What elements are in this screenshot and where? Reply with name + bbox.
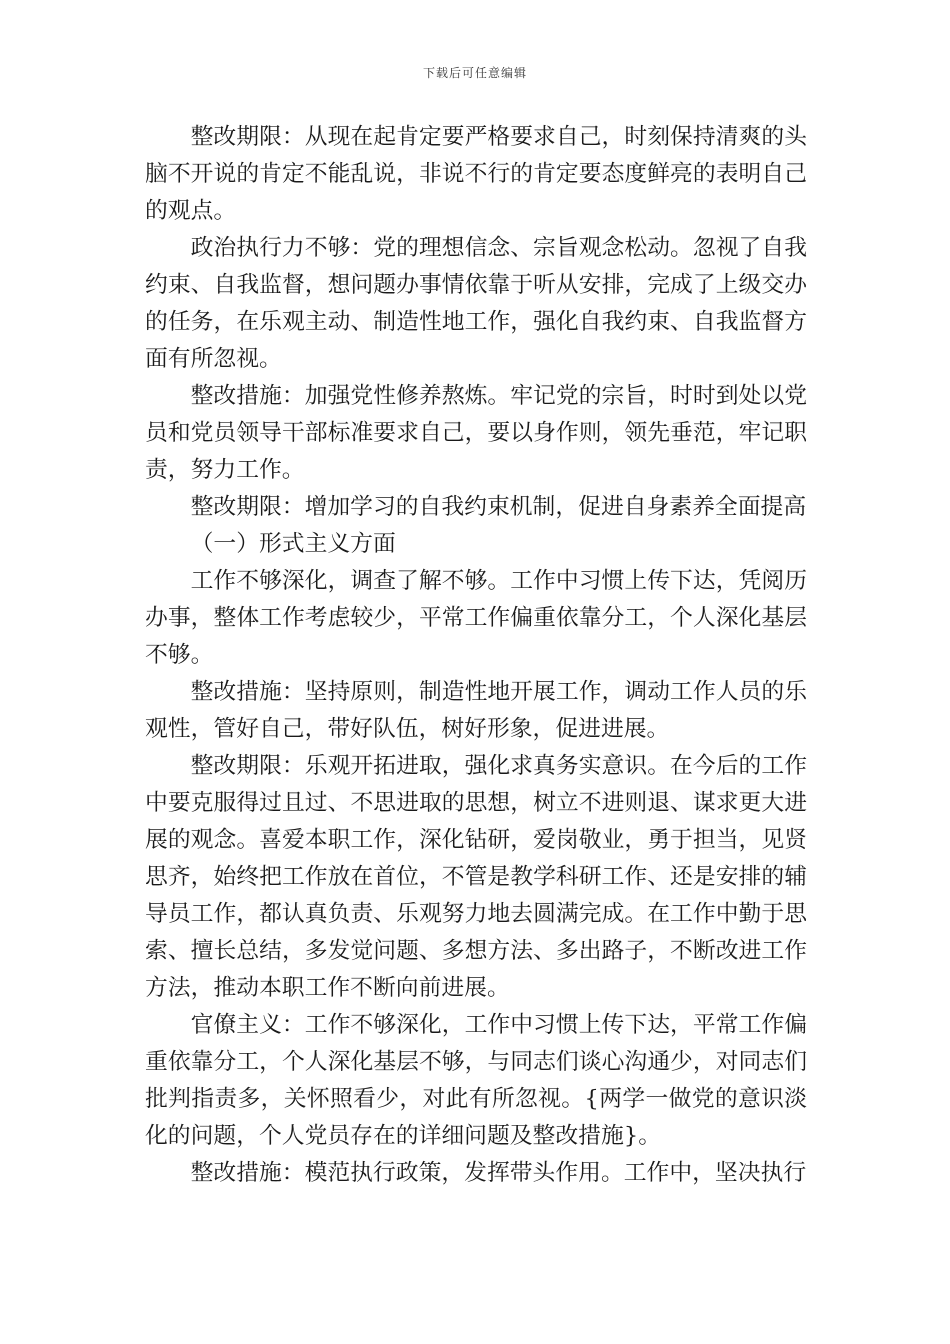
document-body [145,119,807,1192]
paragraph-bureaucratism: 官僚主义：工作不够深化，工作中习惯上传下达，平常工作偏重依靠分工，个人深化基层不够，与同志们谈心沟通少，对同志们批判指责多，关怀照看少，对此有所忽视。{两学一做党的意识淡化的问题，个人党员存在的详细问题及整改措施}。 [145,1012,807,1149]
paragraph-rectification-deadline-2: 整改期限：增加学习的自我约束机制，促进自身素养全面提高 [190,494,807,520]
paragraph-rectification-deadline-3: 整改期限：乐观开拓进取，强化求真务实意识。在今后的工作中要克服得过且过、不思进取的思想，树立不进则退、谋求更大进展的观念。喜爱本职工作，深化钻研，爱岗敬业，勇于担当，见贤思齐，始终把工作放在首位，不管是教学科研工作、还是安排的辅导员工作，都认真负责、乐观努力地去圆满完成。在工作中勤于思索、擅长总结，多发觉问题、多想方法、多出路子，不断改进工作方法，推动本职工作不断向前进展。 [145,753,807,1001]
paragraph-rectification-measures-1: 整改措施：加强党性修养熬炼。牢记党的宗旨，时时到处以党员和党员领导干部标准要求自己，要以身作则，领先垂范，牢记职责，努力工作。 [145,383,807,483]
paragraph-rectification-deadline-1: 整改期限：从现在起肯定要严格要求自己，时刻保持清爽的头脑不开说的肯定不能乱说，非说不行的肯定要态度鲜亮的表明自己的观点。 [145,124,807,224]
paragraph-work-not-deep: 工作不够深化，调查了解不够。工作中习惯上传下达，凭阅历办事，整体工作考虑较少，平常工作偏重依靠分工，个人深化基层不够。 [145,568,807,668]
section-heading-formalism: （一）形式主义方面 [190,531,396,557]
page-header: 下载后可任意编辑 [422,66,527,80]
paragraph-rectification-measures-3: 整改措施：模范执行政策，发挥带头作用。工作中，坚决执行 [190,1160,807,1186]
paragraph-political-execution: 政治执行力不够：党的理想信念、宗旨观念松动。忽视了自我约束、自我监督，想问题办事情依靠于听从安排，完成了上级交办的任务，在乐观主动、制造性地工作，强化自我约束、自我监督方面有所忽视。 [145,235,807,372]
paragraph-rectification-measures-2: 整改措施：坚持原则，制造性地开展工作，调动工作人员的乐观性，管好自己，带好队伍，树好形象，促进进展。 [145,679,807,742]
